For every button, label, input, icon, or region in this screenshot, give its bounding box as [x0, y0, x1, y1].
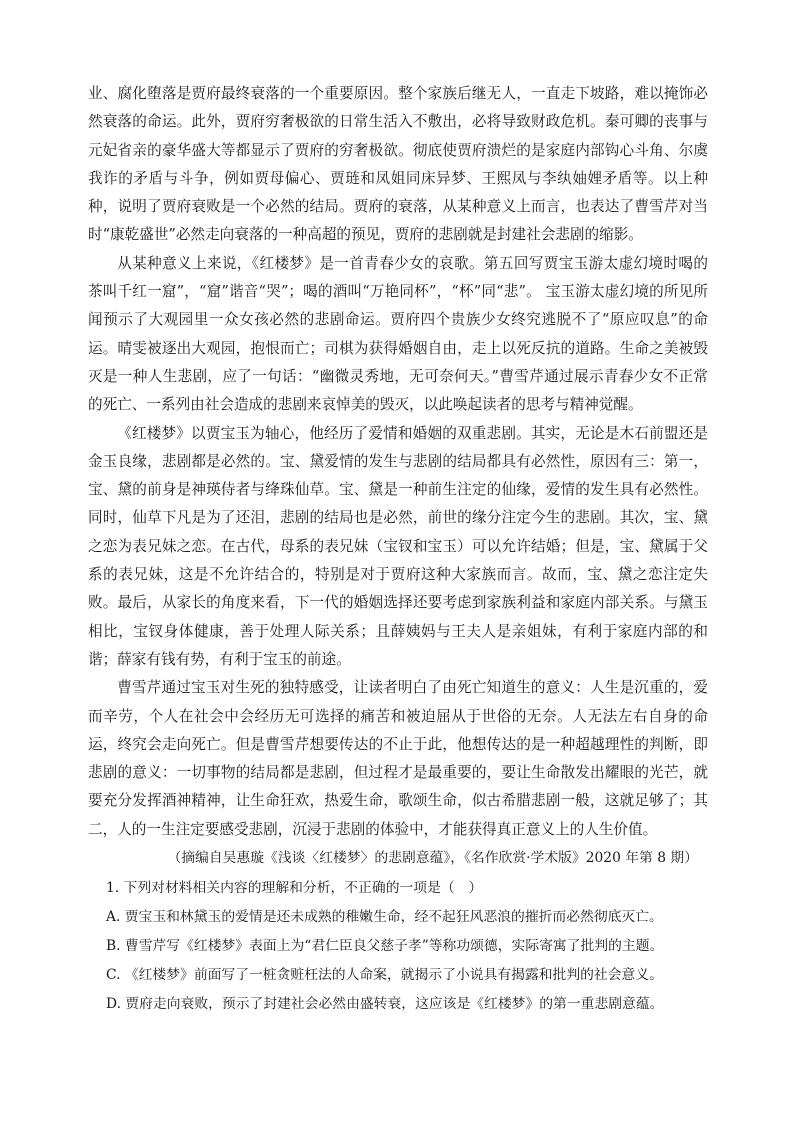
option-b: B. 曹雪芹写《红楼梦》表面上为“君仁臣良父慈子孝”等称功颂德，实际寄寓了批判的主题。: [106, 938, 664, 955]
question-block: [88, 874, 708, 1019]
source-citation: （摘编自吴惠璇《浅谈〈红楼梦〉的悲剧意蕴》，《名作欣赏·学术版》2020 年第 8 期）: [167, 850, 698, 867]
option-a: A. 贾宝玉和林黛玉的爱情是还未成熟的稚嫩生命，经不起狂风恶浪的摧折而必然彻底灭亡。: [106, 909, 663, 926]
paragraph-4: 曹雪芹通过宝玉对生死的独特感受，让读者明白了由死亡知道生的意义：人生是沉重的，爱而辛劳，个人在社会中会经历无可选择的痛苦和被迫屈从于世俗的无奈。人无法左右自身的命运，终究会走向死亡。但是曹雪芹想要传达的不止于此，他想传达的是一种超越理性的判断，即悲剧的意义：一切事物的结局都是悲剧，但过程才是最重要的，要让生命散发出耀眼的光芒，就要充分发挥酒神精神，让生命狂欢，热爱生命，歌颂生命，似古希腊悲剧一般，这就足够了；其二，人的一生注定要感受悲剧，沉浸于悲剧的体验中，才能获得真正意义上的人生价值。: [88, 679, 708, 838]
paragraph-2: 从某种意义上来说，《红楼梦》是一首青春少女的哀歌。第五回写贾宝玉游太虚幻境时喝的茶叫千红一窟”，“窟”谐音“哭”；喝的酒叫“万艳同杯”，“杯”同“悲”。 宝玉游太虚幻境的所见所闻预示了大观园里一众女孩必然的悲剧命运。贾府四个贵族少女终究逃脱不了“原应叹息”的命运。晴雯被逐出大观园，抱恨而亡；司棋为获得婚姻自由，走上以死反抗的道路。生命之美被毁灭是一种人生悲剧，应了一句话：“幽微灵秀地，无可奈何天。”曹雪芹通过展示青春少女不正常的死亡、一系列由社会造成的悲剧来哀悼美的毁灭，以此唤起读者的思考与精神觉醒。: [88, 254, 708, 414]
paragraph-3: 《红楼梦》以贾宝玉为轴心，他经历了爱情和婚姻的双重悲剧。其实，无论是木石前盟还是金玉良缘，悲剧都是必然的。宝、黛爱情的发生与悲剧的结局都具有必然性，原因有三：第一，宝、黛的前身是神瑛侍者与绛珠仙草。宝、黛是一种前生注定的仙缘，爱情的发生具有必然性。同时，仙草下凡是为了还泪，悲剧的结局也是必然，前世的缘分注定今生的悲剧。其次，宝、黛之恋为表兄妹之恋。在古代，母系的表兄妹（宝钗和宝玉）可以允许结婚；但是，宝、黛属于父系的表兄妹，这是不允许结合的，特别是对于贾府这种大家族而言。故而，宝、黛之恋注定失败。最后，从家长的角度来看，下一代的婚姻选择还要考虑到家族利益和家庭内部关系。与黛玉相比，宝钗身体健康，善于处理人际关系；且薛姨妈与王夫人是亲姐妹，有利于家庭内部的和谐；薛家有钱有势，有利于宝玉的前途。: [88, 424, 708, 668]
option-c: C. 《红楼梦》前面写了一桩贪赃枉法的人命案，就揭示了小说具有揭露和批判的社会意义。: [106, 967, 663, 984]
article-body: [88, 80, 708, 1019]
option-d: D. 贾府走向衰败，预示了封建社会必然由盛转衰，这应该是《红楼梦》的第一重悲剧意蕴。: [106, 996, 664, 1013]
question-stem: 1. 下列对材料相关内容的理解和分析，不正确的一项是（ ）: [106, 880, 483, 897]
paragraph-1: 业、腐化堕落是贾府最终衰落的一个重要原因。整个家族后继无人，一直走下坡路，难以掩饰必然衰落的命运。此外，贾府穷奢极欲的日常生活入不敷出，必将导致财政危机。秦可卿的丧事与元妃省亲的豪华盛大等都显示了贾府的穷奢极欲。彻底使贾府溃烂的是家庭内部钩心斗角、尔虞我诈的矛盾与斗争，例如贾母偏心、贾琏和凤姐同床异梦、王熙凤与李纨妯娌矛盾等。以上种种，说明了贾府衰败是一个必然的结局。贾府的衰落，从某种意义上而言，也表达了曹雪芹对当时“康乾盛世”必然走向衰落的一种高超的预见，贾府的悲剧就是封建社会悲剧的缩影。: [88, 85, 708, 244]
